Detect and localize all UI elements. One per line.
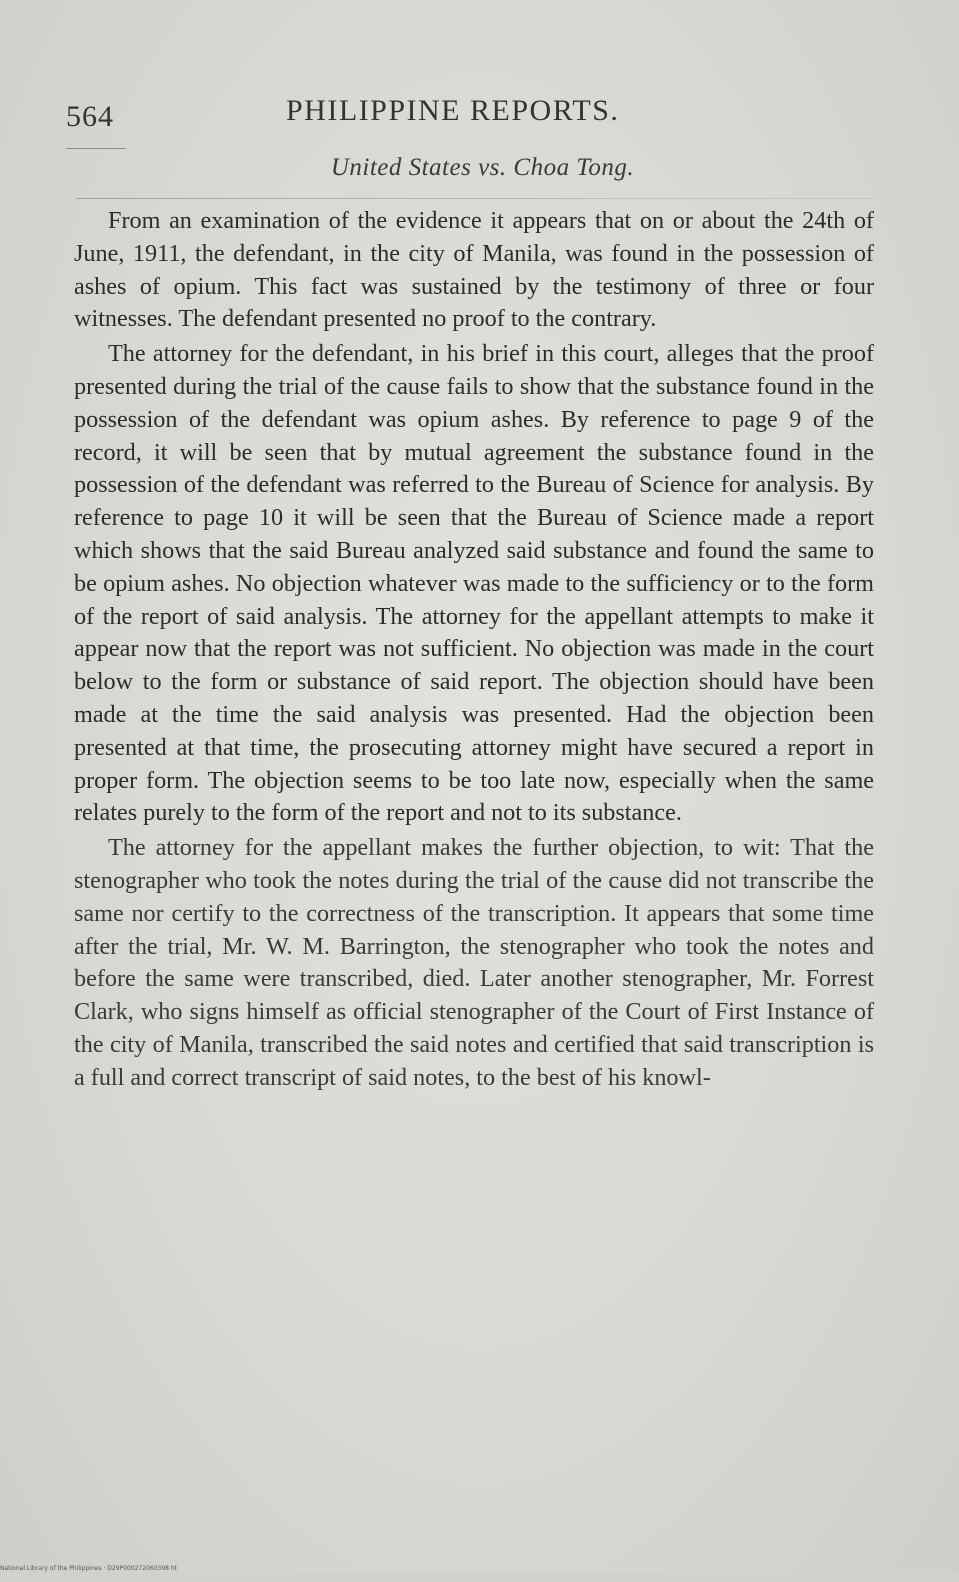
footer-bar: [0, 1573, 959, 1582]
case-title-rule: [76, 198, 876, 199]
header-rule: [66, 148, 126, 149]
page-header: [66, 94, 886, 134]
case-title: United States vs. Choa Tong.: [330, 154, 635, 181]
running-head: PHILIPPINE REPORTS.: [286, 94, 620, 127]
library-stamp: National Library of the Philippines · D29P000272060398 ht: [0, 1565, 178, 1572]
body-text: [74, 205, 874, 1095]
paragraph-2: The attorney for the defendant, in his brief in this court, alleges that the proof presented during the trial of the cause fails to show that the substance found in the possession of the defendant was opium ashes. By reference to page 9 of the record, it will be seen that by mutual agreement the substance found in the possession of the defendant was referred to the Bureau of Science for analysis. By reference to page 10 it will be seen that the Bureau of Science made a report which shows that the said Bureau analyzed said substance and found the same to be opium ashes. No objection whatever was made to the sufficiency or to the form of the report of said analysis. The attorney for the appellant attempts to make it appear now that the report was not sufficient. No objection was made in the court below to the form or substance of said report. The objection should have been made at the time the said analysis was presented. Had the objection been presented at that time, the prosecuting attorney might have secured a report in proper form. The objection seems to be too late now, especially when the same relates purely to the form of the report and not to its substance.: [74, 340, 874, 827]
paragraph-3: The attorney for the appellant makes the further objection, to wit: That the stenographer who took the notes during the trial of the cause did not transcribe the same nor certify to the correctness of the transcription. It appears that some time after the trial, Mr. W. M. Barrington, the stenographer who took the notes and before the same were transcribed, died. Later another stenographer, Mr. Forrest Clark, who signs himself as official stenographer of the Court of First Instance of the city of Manila, transcribed the said notes and certified that said transcription is a full and correct transcript of said notes, to the best of his knowl-: [74, 834, 874, 1091]
paragraph-1: From an examination of the evidence it appears that on or about the 24th of June, 1911, the defendant, in the city of Manila, was found in the possession of ashes of opium. This fact was sustained by the testimony of three or four witnesses. The defendant presented no proof to the contrary.: [74, 207, 874, 333]
page-number: 564: [66, 100, 114, 133]
